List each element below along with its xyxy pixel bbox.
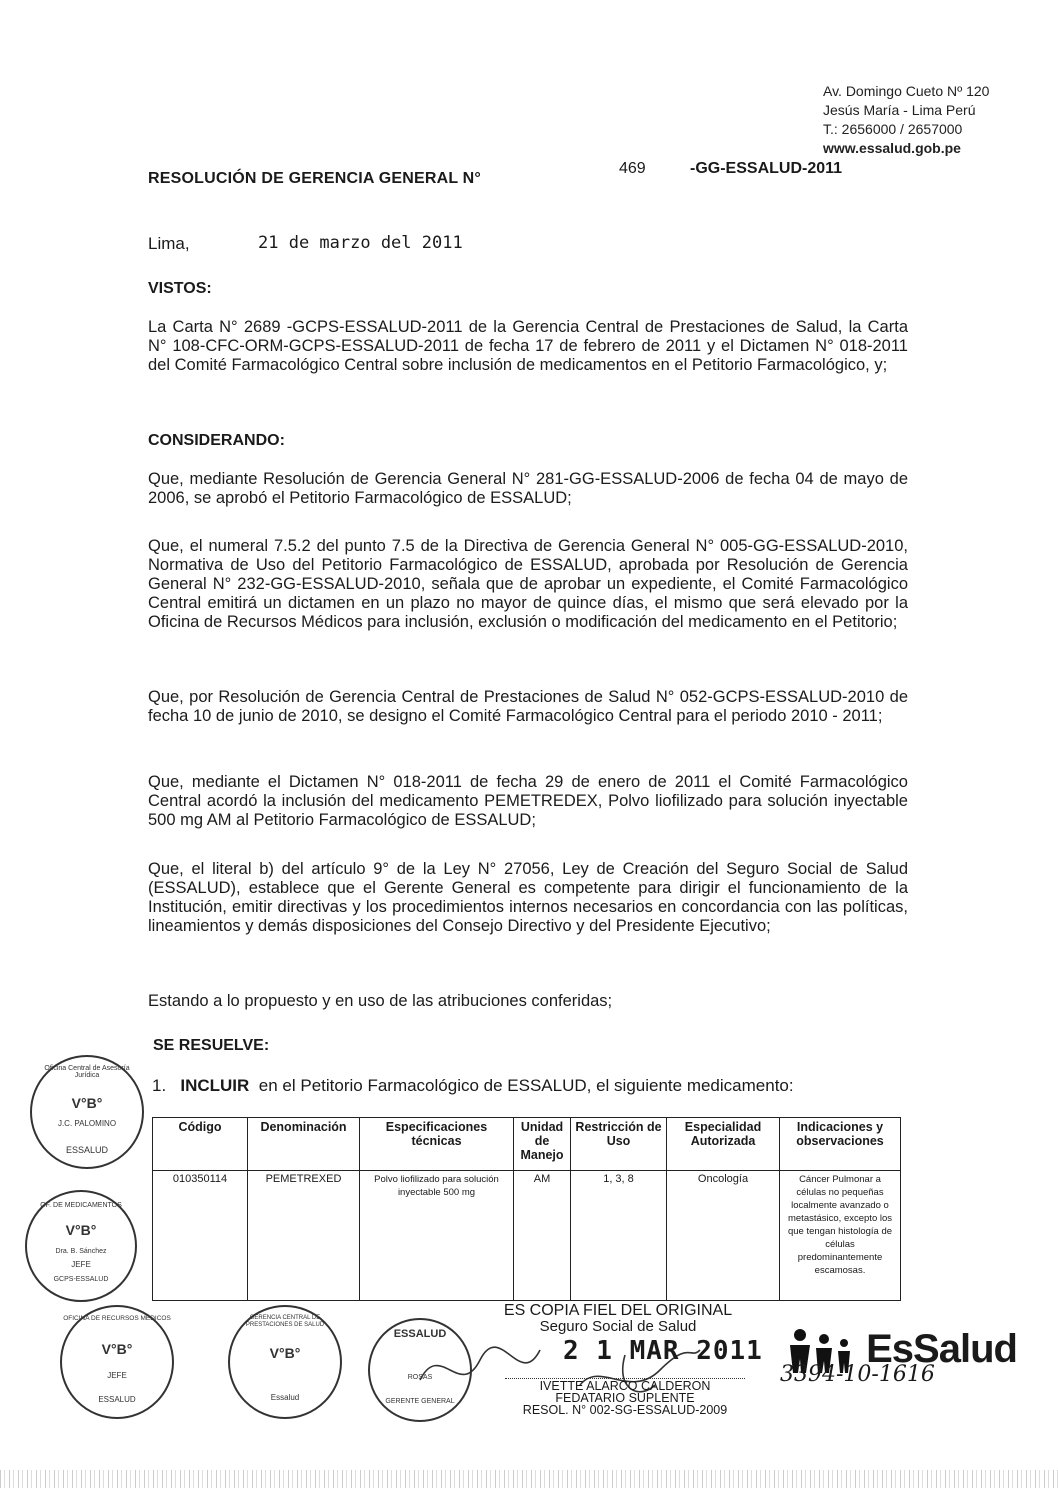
address-line: T.: 2656000 / 2657000 [823, 121, 963, 137]
certification-block [498, 1303, 738, 1335]
resuelve-item [152, 1076, 794, 1096]
column-header: Unidad de Manejo [514, 1118, 571, 1171]
logo-text: EsSalud [866, 1327, 1017, 1371]
asesoria-stamp: Oficina Central de Asesoría Jurídica V°B° J.C. PALOMINO ESSALUD [30, 1055, 144, 1169]
item-text: en el Petitorio Farmacológico de ESSALUD, el siguiente medicamento: [258, 1076, 794, 1095]
fedatario-name: IVETTE ALARCO CALDERON [505, 1378, 745, 1392]
column-header: Código [153, 1118, 248, 1171]
cell-code: 010350114 [153, 1171, 248, 1301]
website-link[interactable]: www.essalud.gob.pe [823, 140, 961, 156]
item-number: 1. [152, 1076, 167, 1095]
table-header-row [153, 1118, 901, 1171]
column-header: Restricción de Uso [571, 1118, 667, 1171]
cell-restriction: 1, 3, 8 [571, 1171, 667, 1301]
resolution-suffix: -GG-ESSALUD-2011 [690, 160, 843, 177]
cell-unit: AM [514, 1171, 571, 1301]
resolution-title: RESOLUCIÓN DE GERENCIA GENERAL N° [148, 170, 482, 187]
resuelve-heading: SE RESUELVE: [153, 1037, 270, 1054]
stamp-date: 2 1 MAR 2011 [563, 1336, 763, 1366]
gerente-general-stamp: ESSALUD ROSAS GERENTE GENERAL [368, 1318, 472, 1422]
considerando-paragraph: Que, por Resolución de Gerencia Central de Prestaciones de Salud N° 052-GCPS-ESSALUD-2010 de fecha 10 de junio de 2010, se designo el Comité Farmacológico Central para el periodo 2010 - 2011; [148, 688, 908, 725]
resolution-number: 469 [619, 160, 646, 177]
gerencia-central-stamp: GERENCIA CENTRAL DE PRESTACIONES DE SALUD V°B° Essalud [228, 1305, 342, 1419]
cell-name: PEMETREXED [248, 1171, 360, 1301]
vistos-paragraph: La Carta N° 2689 -GCPS-ESSALUD-2011 de la Gerencia Central de Prestaciones de Salud, la Carta N° 108-CFC-ORM-GCPS-ESSALUD-2011 de fecha 17 de febrero de 2011 y el Dictamen N° 018-2011 del Comité Farmacológico Central sobre inclusión de medicamentos en el Petitorio Farmacológico, y; [148, 318, 908, 374]
date-place: Lima, [148, 234, 190, 253]
considerando-heading: CONSIDERANDO: [148, 432, 285, 449]
considerando-paragraph: Que, el literal b) del artículo 9° de la Ley N° 27056, Ley de Creación del Seguro Social de Salud (ESSALUD), establece que el Gerente General es competente para dirigir el funcionamiento de la Institución, emitir directivas y los procedimientos internos necesarios en concordancia con las políticas, lineamientos y demás disposiciones del Consejo Directivo y del Presidente Ejecutivo; [148, 860, 908, 935]
cell-indications: Cáncer Pulmonar a células no pequeñas localmente avanzado o metastásico, excepto los que tengan histología de células predominantemente escamosas. [780, 1171, 901, 1301]
considerando-paragraph: Que, el numeral 7.5.2 del punto 7.5 de la Directiva de Gerencia General N° 005-GG-ESSALUD-2010, Normativa de Uso del Petitorio Farmacológico de ESSALUD, aprobada por Resolución de Gerencia General N° 232-GG-ESSALUD-2010, señala que de aprobar un expediente, el Comité Farmacológico Central emitirá un dictamen en un plazo no mayor de quince días, el mismo que será elevado por la Oficina de Recursos Médicos para inclusión, exclusión o modificación del medicamento en el Petitorio; [148, 537, 908, 631]
fedatario-resol: RESOL. N° 002-SG-ESSALUD-2009 [522, 1403, 728, 1417]
copia-subline: Seguro Social de Salud [539, 1318, 697, 1335]
recursos-medicos-stamp: OFICINA DE RECURSOS MEDICOS V°B° JEFE ESSALUD [60, 1305, 174, 1419]
scan-noise-strip [0, 1470, 1058, 1488]
copia-line: ES COPIA FIEL DEL ORIGINAL [503, 1302, 733, 1319]
cell-specialty: Oncología [667, 1171, 780, 1301]
address-line: Av. Domingo Cueto Nº 120 [823, 83, 990, 99]
item-verb: INCLUIR [180, 1076, 250, 1095]
considerando-paragraph: Que, mediante Resolución de Gerencia General N° 281-GG-ESSALUD-2006 de fecha 04 de mayo de 2006, se aprobó el Petitorio Farmacológico de ESSALUD; [148, 470, 908, 507]
considerando-paragraph: Que, mediante el Dictamen N° 018-2011 de fecha 29 de enero de 2011 el Comité Farmacológico Central acordó la inclusión del medicamento PEMETREDEX, Polvo liofilizado para solución inyectable 500 mg AM al Petitorio Farmacológico de ESSALUD; [148, 773, 908, 829]
cell-specs: Polvo liofilizado para solución inyectable 500 mg [360, 1171, 514, 1301]
fedatario-block [505, 1378, 745, 1416]
address-block [823, 82, 989, 158]
column-header: Denominación [248, 1118, 360, 1171]
column-header: Indicaciones y observaciones [780, 1118, 901, 1171]
considerando-paragraph: Estando a lo propuesto y en uso de las atribuciones conferidas; [148, 992, 613, 1010]
date-value: 21 de marzo del 2011 [258, 233, 463, 253]
medication-table [152, 1117, 901, 1301]
handwritten-reference: 3394-10-1616 [780, 1362, 935, 1387]
fedatario-role: FEDATARIO SUPLENTE [555, 1391, 695, 1405]
vistos-heading: VISTOS: [148, 280, 212, 297]
medicamentos-stamp: OF. DE MEDICAMENTOS V°B° Dra. B. Sánchez JEFE GCPS-ESSALUD [25, 1190, 137, 1302]
table-row [153, 1171, 901, 1301]
column-header: Especialidad Autorizada [667, 1118, 780, 1171]
address-line: Jesús María - Lima Perú [823, 102, 976, 118]
column-header: Especificaciones técnicas [360, 1118, 514, 1171]
